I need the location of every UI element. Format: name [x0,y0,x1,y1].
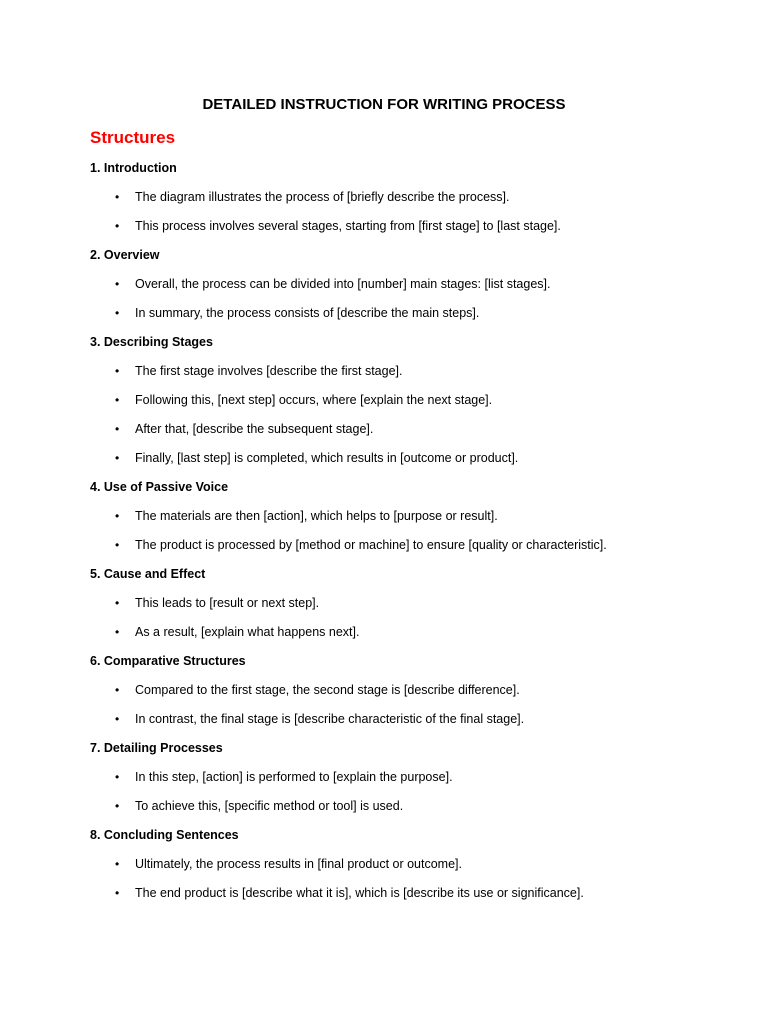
bullet-item: • Compared to the first stage, the second stage is [describe difference]. [90,682,730,699]
bullet-item: • After that, [describe the subsequent stage]. [90,421,730,438]
bullet-item: • This leads to [result or next step]. [90,595,730,612]
block-heading: 3. Describing Stages [90,335,213,349]
bullet-item: • The first stage involves [describe the first stage]. [90,363,730,380]
block-introduction [90,160,730,235]
document-title: DETAILED INSTRUCTION FOR WRITING PROCESS [202,96,566,113]
block-heading: 6. Comparative Structures [90,654,246,668]
bullet-item: • The materials are then [action], which helps to [purpose or result]. [90,508,730,525]
bullet-item: • Finally, [last step] is completed, which results in [outcome or product]. [90,450,730,467]
block-heading: 8. Concluding Sentences [90,828,239,842]
block-heading: 5. Cause and Effect [90,567,206,581]
bullet-item: • Overall, the process can be divided into [number] main stages: [list stages]. [90,276,730,293]
bullet-item: • In this step, [action] is performed to [explain the purpose]. [90,769,730,786]
bullet-item: • This process involves several stages, starting from [first stage] to [last stage]. [90,218,730,235]
block-heading: 2. Overview [90,248,160,262]
bullet-item: • The end product is [describe what it is], which is [describe its use or significance]. [90,885,730,902]
block-passive-voice [90,479,730,554]
bullet-item: • The diagram illustrates the process of [briefly describe the process]. [90,189,730,206]
block-concluding-sentences [90,827,730,902]
block-overview [90,247,730,322]
block-heading: 1. Introduction [90,161,177,175]
bullet-item: • The product is processed by [method or machine] to ensure [quality or characteristic]. [90,537,730,554]
bullet-item: • As a result, [explain what happens next]. [90,624,730,641]
bullet-item: • To achieve this, [specific method or tool] is used. [90,798,730,815]
bullet-item: • Ultimately, the process results in [final product or outcome]. [90,856,730,873]
bullet-item: • In contrast, the final stage is [describe characteristic of the final stage]. [90,711,730,728]
bullet-item: • Following this, [next step] occurs, where [explain the next stage]. [90,392,730,409]
section-heading-structures: Structures [90,128,176,147]
block-heading: 4. Use of Passive Voice [90,480,229,494]
block-detailing-processes [90,740,730,815]
block-heading: 7. Detailing Processes [90,741,223,755]
block-describing-stages [90,334,730,467]
document-content [90,160,730,914]
block-comparative-structures [90,653,730,728]
bullet-item: • In summary, the process consists of [describe the main steps]. [90,305,730,322]
block-cause-and-effect [90,566,730,641]
